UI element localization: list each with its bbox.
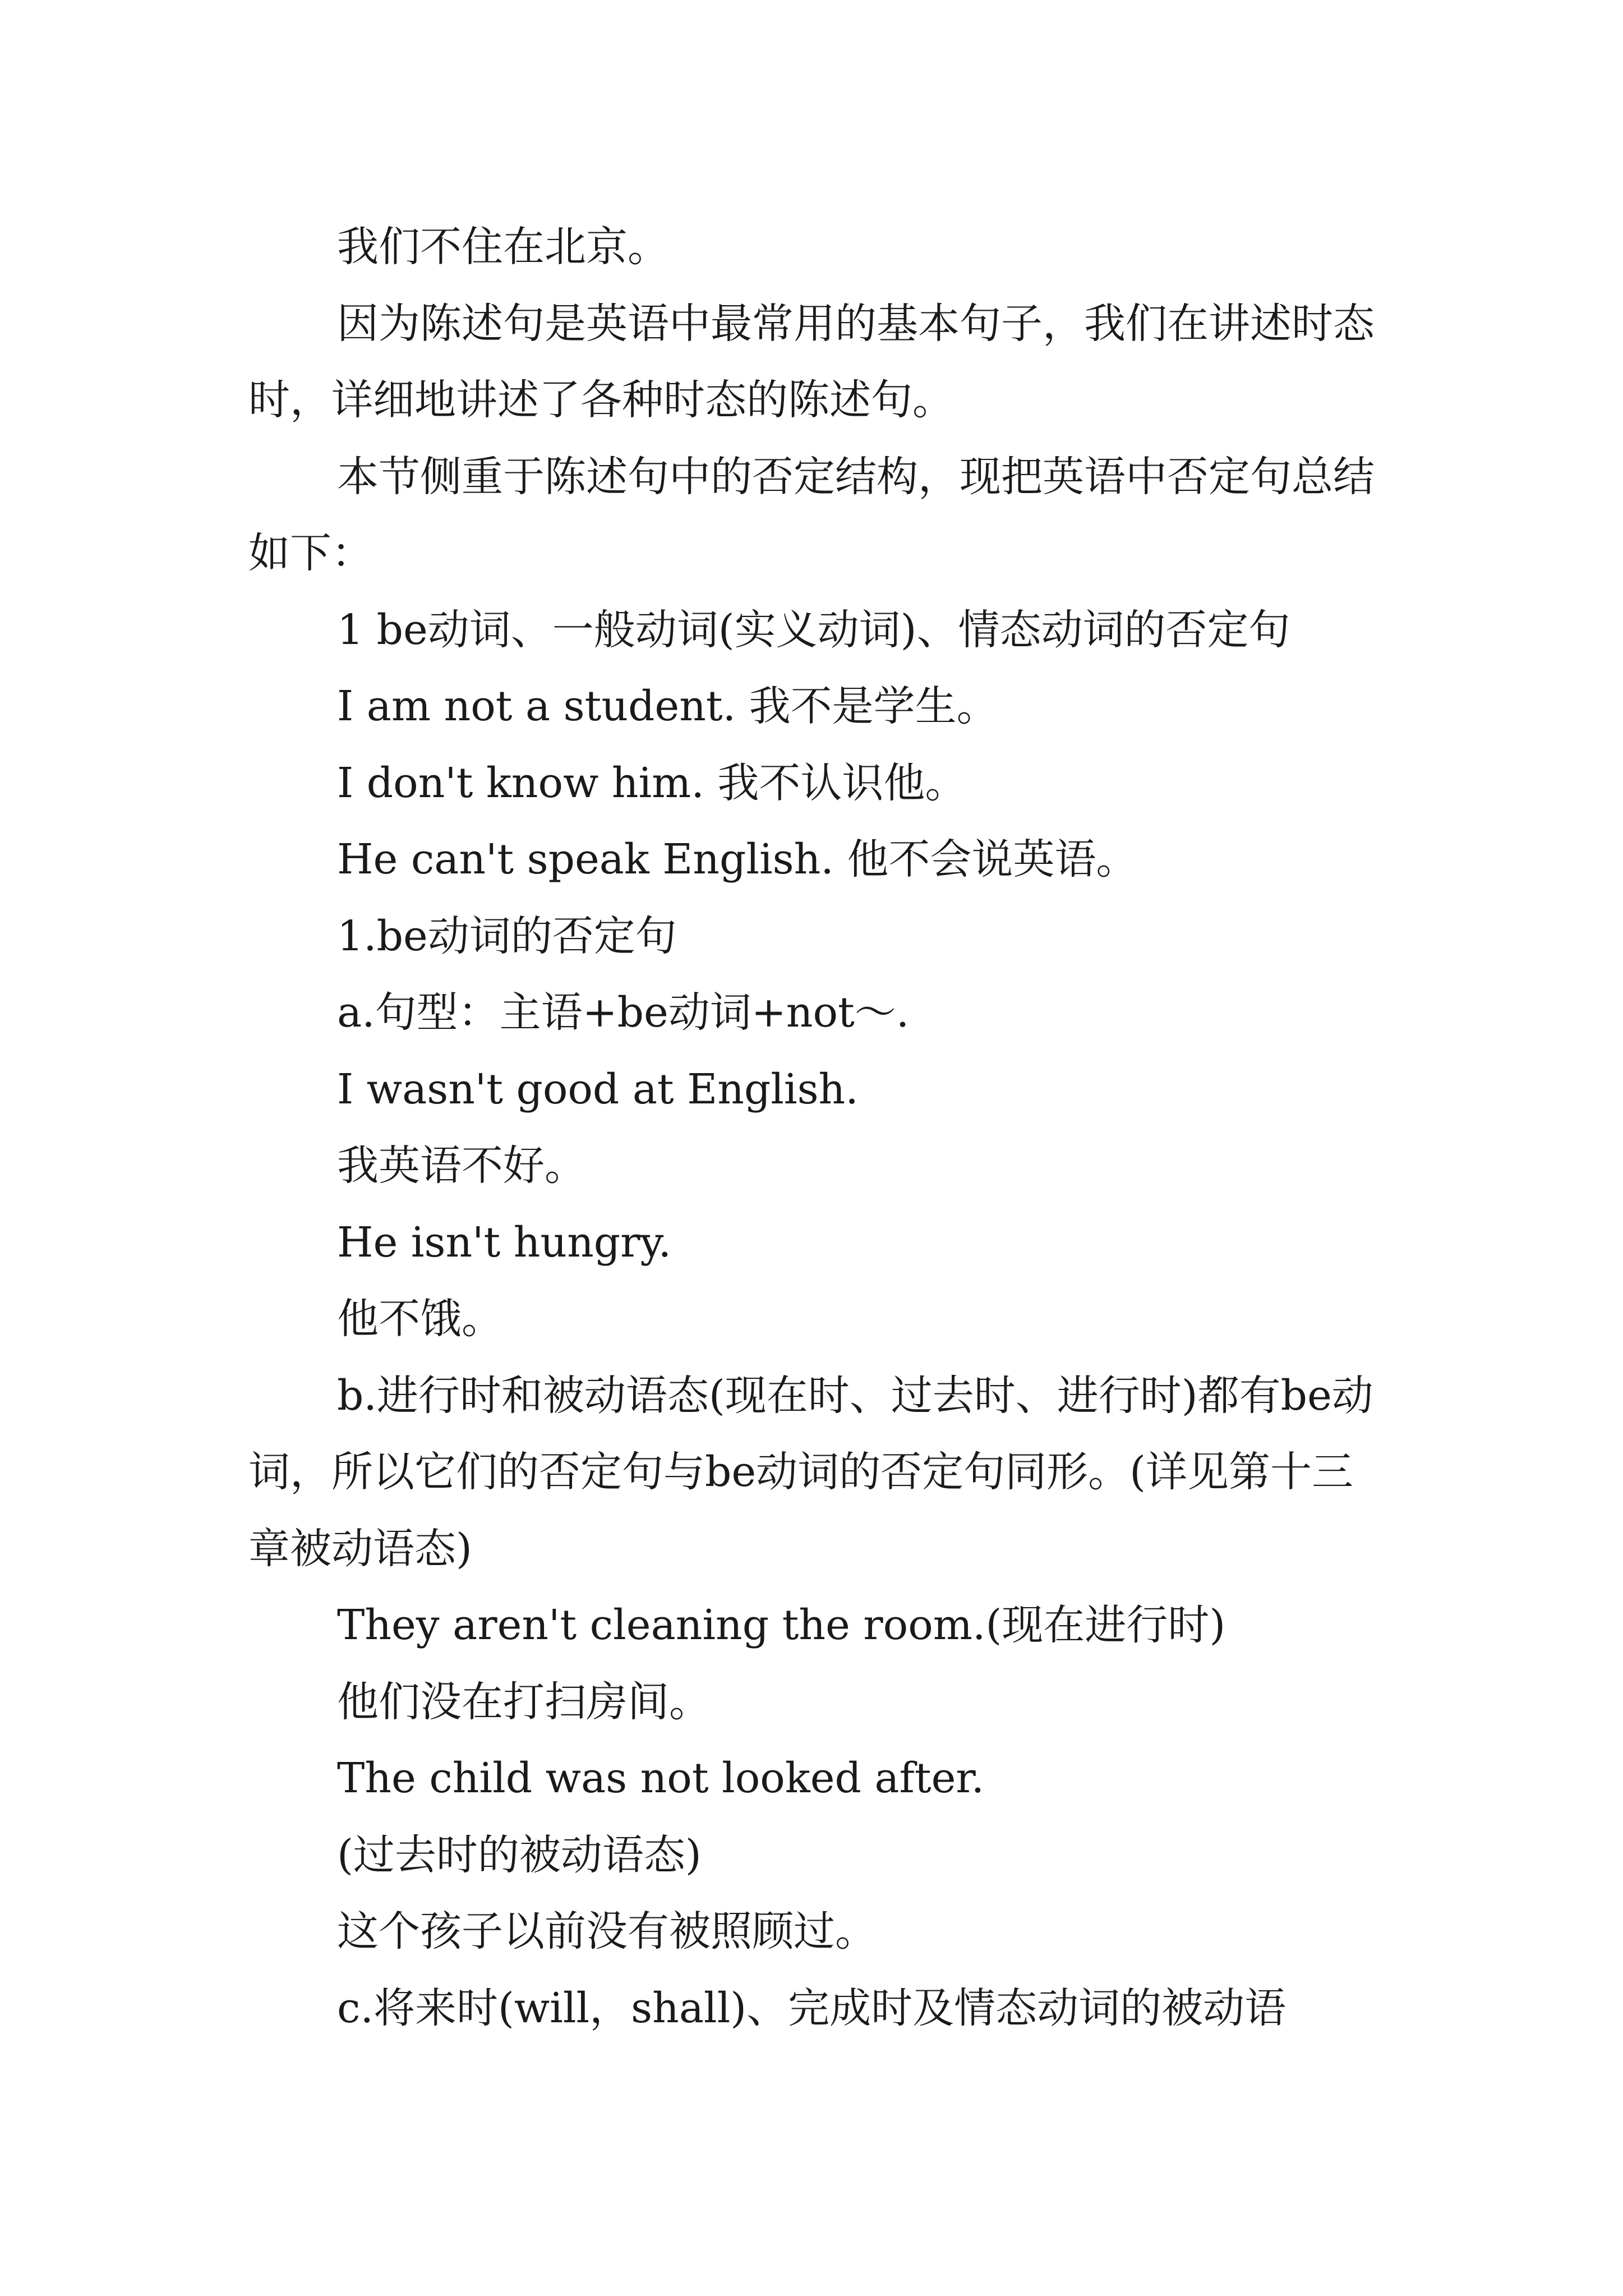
paragraph: 因为陈述句是英语中最常用的基本句子，我们在讲述时态时，详细地讲述了各种时态的陈述句。 [248, 299, 1375, 424]
paragraph: 我英语不好。 [337, 1142, 586, 1190]
paragraph: 这个孩子以前没有被照顾过。 [337, 1907, 877, 1955]
paragraph: The child was not looked after. [337, 1754, 985, 1802]
paragraph: I don't know him. 我不认识他。 [337, 758, 967, 807]
paragraph: I wasn't good at English. [337, 1065, 859, 1114]
paragraph: c.将来时(will，shall)、完成时及情态动词的被动语 [337, 1984, 1287, 2032]
paragraph: He isn't hungry. [337, 1218, 671, 1267]
paragraph: 他不饿。 [337, 1295, 503, 1343]
paragraph: 1.be动词的否定句 [337, 912, 677, 960]
paragraph: a.句型：主语+be动词+not～. [337, 988, 910, 1037]
paragraph: 他们没在打扫房间。 [337, 1677, 711, 1726]
paragraph: (过去时的被动语态) [337, 1830, 702, 1879]
document-body [248, 209, 1381, 2046]
paragraph: 本节侧重于陈述句中的否定结构，现把英语中否定句总结如下： [248, 452, 1375, 577]
paragraph: They aren't cleaning the room.(现在进行时) [337, 1601, 1226, 1649]
paragraph: I am not a student. 我不是学生。 [337, 682, 998, 730]
paragraph: 1 be动词、一般动词(实义动词)、情态动词的否定句 [337, 605, 1290, 654]
paragraph: He can't speak English. 他不会说英语。 [337, 835, 1138, 884]
paragraph: b.进行时和被动语态(现在时、过去时、进行时)都有be动词，所以它们的否定句与be动词的否定句同形。(详见第十三章被动语态) [248, 1371, 1373, 1573]
paragraph: 我们不住在北京。 [337, 223, 669, 271]
